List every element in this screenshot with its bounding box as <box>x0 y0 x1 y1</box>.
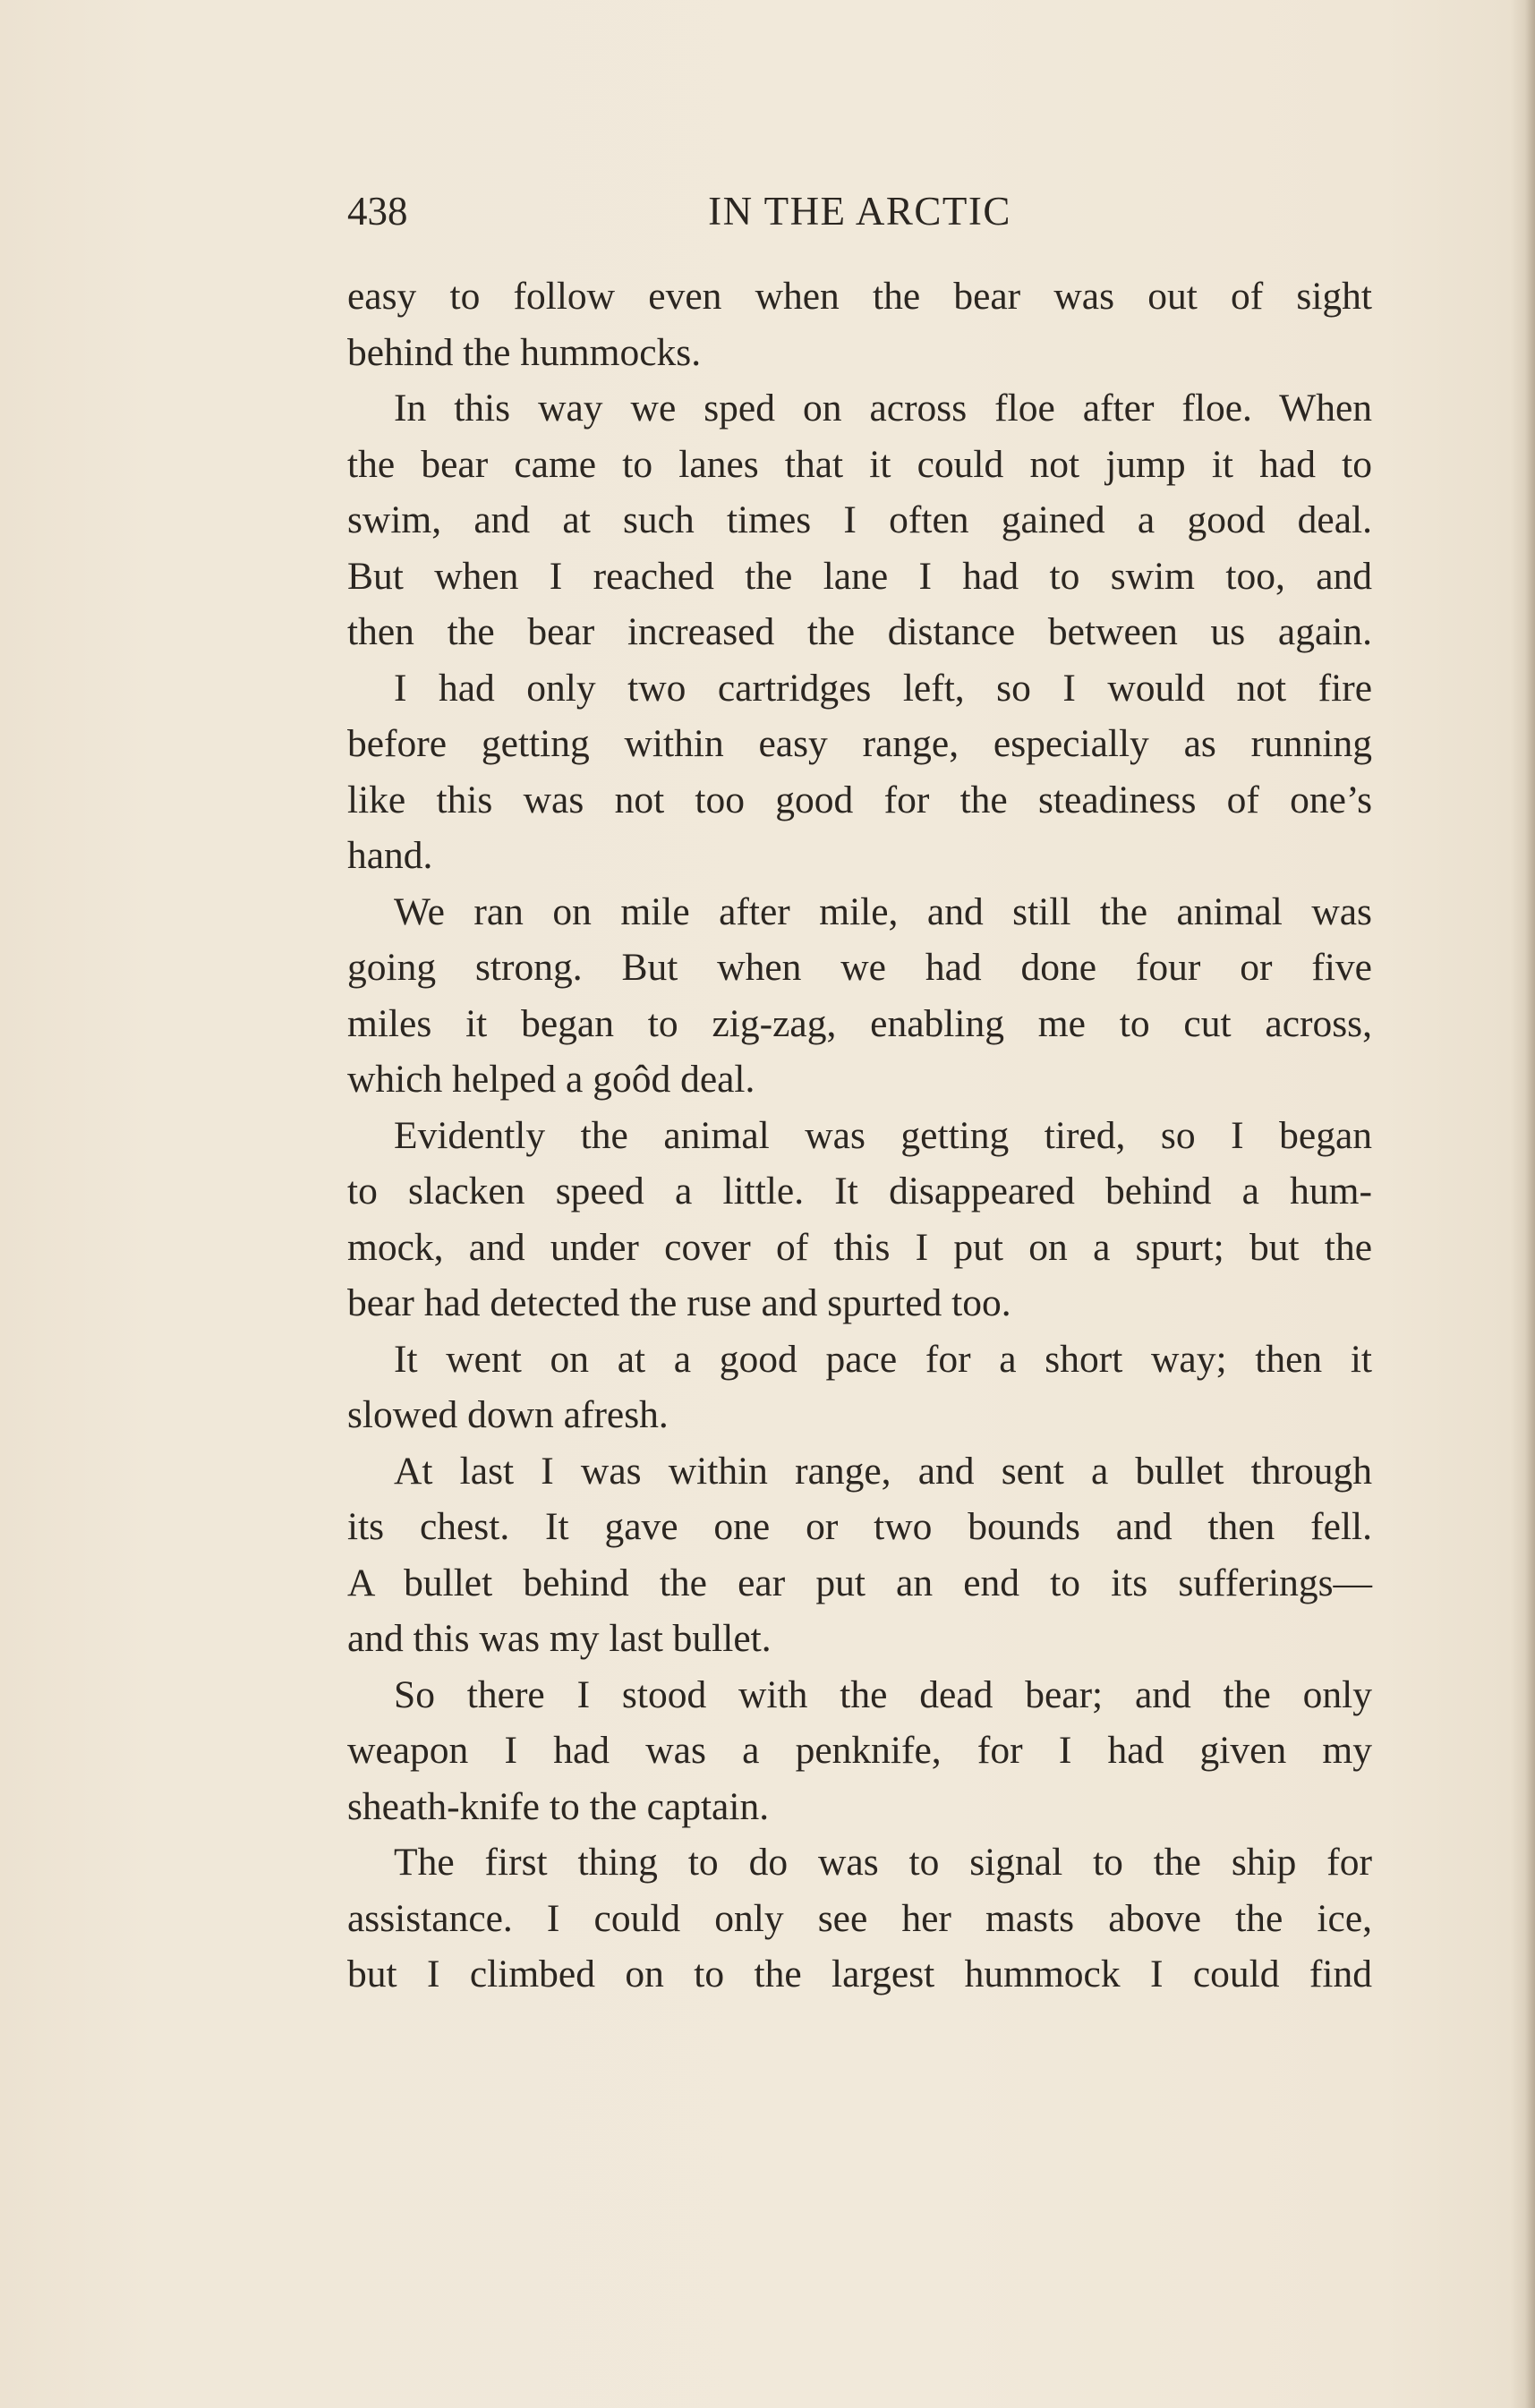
text-line: then the bear increased the distance between us again. <box>347 610 1372 653</box>
page-header <box>347 184 1372 238</box>
text-line: The first thing to do was to signal to the ship for <box>394 1841 1372 1884</box>
text-line: the bear came to lanes that it could not jump it had to <box>347 442 1372 486</box>
text-line: to slacken speed a little. It disappeared behind a hum- <box>347 1170 1372 1213</box>
page-edge-shadow <box>1510 0 1535 2408</box>
text-line: and this was my last bullet. <box>347 1617 772 1660</box>
text-line: Evidently the animal was getting tired, so I began <box>394 1113 1372 1157</box>
text-line: but I climbed on to the largest hummock I could find <box>347 1953 1372 1995</box>
text-line: At last I was within range, and sent a bullet through <box>394 1449 1372 1493</box>
text-line: its chest. It gave one or two bounds and then fell. <box>347 1505 1372 1548</box>
text-line: I had only two cartridges left, so I would not fire <box>394 666 1372 710</box>
text-line: like this was not too good for the steadiness of one’s <box>347 778 1372 821</box>
text-line: miles it began to zig-zag, enabling me to cut across, <box>347 1001 1372 1045</box>
text-line: mock, and under cover of this I put on a spurt; but the <box>347 1225 1372 1269</box>
text-line: It went on at a good pace for a short way; then it <box>394 1337 1372 1381</box>
text-line: sheath-knife to the captain. <box>347 1784 770 1828</box>
page-number: 438 <box>347 189 408 234</box>
text-line: swim, and at such times I often gained a good deal. <box>347 498 1372 541</box>
text-line: We ran on mile after mile, and still the animal was <box>394 889 1372 933</box>
text-line: easy to follow even when the bear was out of sight <box>347 275 1372 318</box>
text-line: bear had detected the ruse and spurted too. <box>347 1281 1011 1324</box>
text-line: A bullet behind the ear put an end to its sufferings— <box>347 1561 1372 1604</box>
text-line: slowed down afresh. <box>347 1393 669 1436</box>
text-line: In this way we sped on across floe after floe. When <box>394 387 1372 430</box>
body-text <box>347 268 1372 2003</box>
text-line: before getting within easy range, especially as running <box>347 722 1372 765</box>
running-title: IN THE ARCTIC <box>708 189 1011 234</box>
text-line: weapon I had was a penknife, for I had given my <box>347 1729 1372 1772</box>
text-line: assistance. I could only see her masts above the ice, <box>347 1896 1372 1940</box>
text-line: hand. <box>347 834 433 877</box>
text-line: But when I reached the lane I had to swim too, and <box>347 554 1372 598</box>
text-line: going strong. But when we had done four or five <box>347 946 1372 989</box>
text-line: which helped a goôd deal. <box>347 1058 755 1101</box>
text-line: So there I stood with the dead bear; and the only <box>394 1672 1372 1716</box>
text-line: behind the hummocks. <box>347 330 702 374</box>
